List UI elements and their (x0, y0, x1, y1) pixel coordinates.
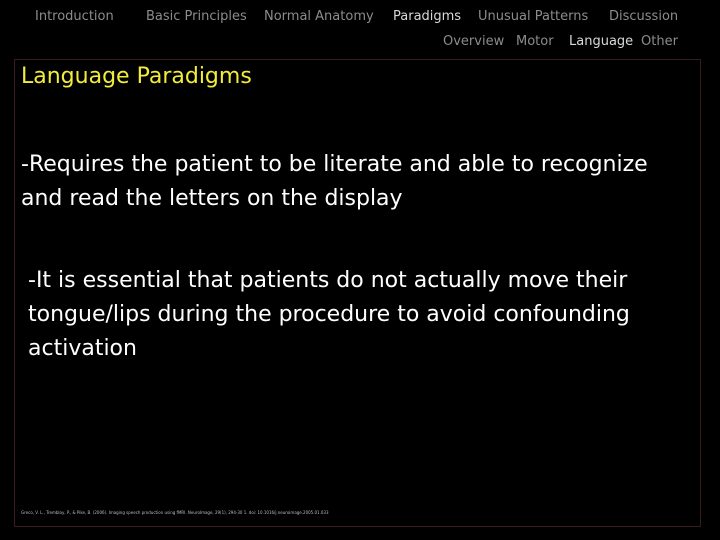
nav-subsection-overview[interactable]: Overview (443, 34, 505, 49)
bullet-literacy-requirement: -Requires the patient to be literate and able to recognize and read the letters on the display (21, 152, 648, 211)
nav-section-normal-anatomy[interactable]: Normal Anatomy (264, 9, 374, 24)
nav-section-paradigms[interactable]: Paradigms (393, 9, 462, 24)
nav-section-basic-principles[interactable]: Basic Principles (146, 9, 247, 24)
nav-subsection-motor[interactable]: Motor (516, 34, 554, 49)
section-nav (0, 9, 720, 29)
nav-section-discussion[interactable]: Discussion (609, 9, 679, 24)
bullet-no-movement: -It is essential that patients do not actually move their tongue/lips during the procedure to avoid confounding activation (28, 268, 630, 361)
subsection-nav (0, 34, 720, 54)
slide-title: Language Paradigms (21, 64, 252, 89)
nav-subsection-language[interactable]: Language (569, 34, 634, 49)
nav-section-introduction[interactable]: Introduction (35, 9, 114, 24)
nav-section-unusual-patterns[interactable]: Unusual Patterns (478, 9, 589, 24)
citation-reference: Greco, V. L., Tremblay, P., & Pike, B. (2006). Imaging speech production using fMRI. NeuroImage, 29(1), 294-30 1. doi: 10.1016/j.neuroimage.2005.01.033 (21, 510, 329, 515)
nav-subsection-other[interactable]: Other (641, 34, 678, 49)
